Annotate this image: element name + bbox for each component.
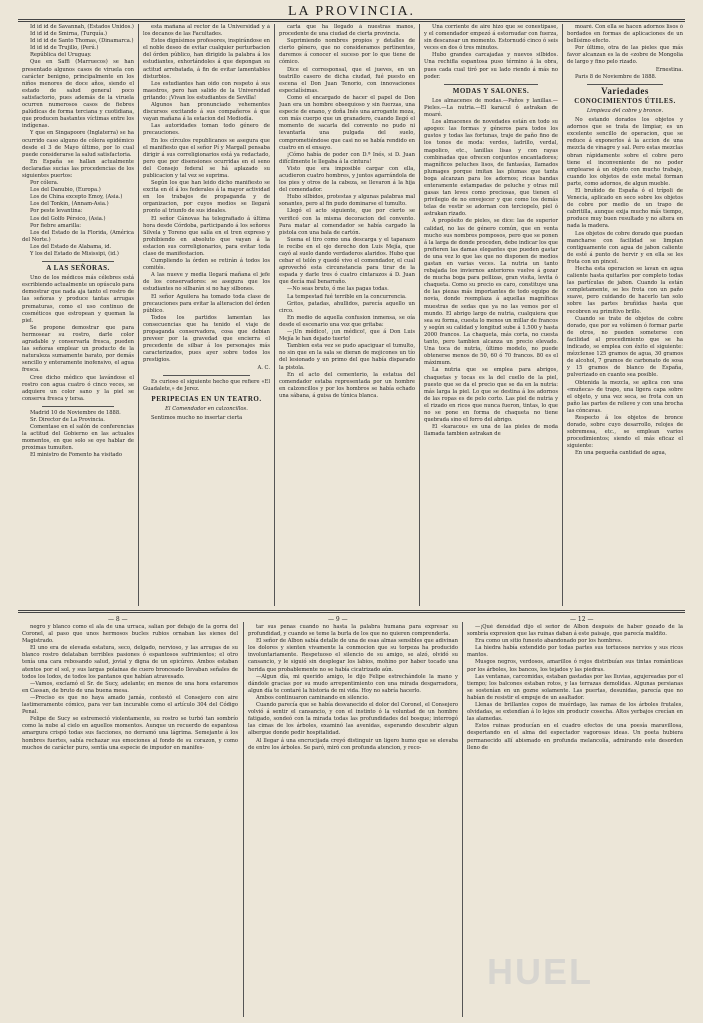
paragraph: Cumpliendo la órden se retirán á todos los comités.	[143, 258, 270, 272]
paragraph: Felipe de Sucy se estremeció violentamente, su rostro se turbó tan sombrío como la nube al cielo en aquellos momentos. Aunque un recuerdo de espantosa amargura crispó todas sus facciones, no derramó una lágrima. Semejante á los hombres fuertes, sabía rechazar sus emociones al fondo de su corazon, y como muchos de carácter puro, sentía una especie de impudor en manifes-	[22, 716, 238, 751]
paragraph: Los objetos de cobre dorado que puedan mancharse con facilidad se limpian contiguamente con agua de jabon caliente de esté á punto de hervir y en ella se les frota con un pincel.	[567, 230, 683, 265]
paragraph: Los estudiantes han oido con respeto á sus maestros, pero han salido de la Universidad gritando: ¡Vivan los estudiantes de Sevilla!	[143, 80, 270, 101]
feuilleton-rule	[18, 610, 685, 611]
paragraph: Id id id de Santo Thomas, (Dinamarca.)	[30, 38, 134, 45]
paragraph: El uno era de elevada estatura, seco, delgado, nervioso, y las arrugas de su blanco rostro delataban terribles pasiones ó espantosos sufrimientos; el otro tenía una cara rebosando salud, jovial y digna de un epicúreo. Ambos estaban atentos por el sol, y sus largas polainas de cuero bronceado llevaban señales de todos los lodos, de todos los pantanos que habían atravesado.	[22, 645, 238, 680]
paragraph: Las autoridades toman todo género de precauciones.	[143, 123, 270, 137]
paragraph: Es curioso el siguiente hecho que refiere «El Guadalete,» de Jerez.	[143, 378, 270, 392]
feuilleton-column-1	[22, 624, 238, 1018]
paragraph: Como el encargado de hacer el papel de Don Juan era un hombre obsequioso y sin fuerzas, una especie de enano, y doña Inés una arrogante moza, con más cuerpo que un granadero, cuando llegó el momento de sacarla del convento no pudo ni levantarla una pulgada del suelo, comprometiéndose que casi no se había rendido en cuatro en el ensayo.	[279, 94, 415, 151]
section-heading: MODAS Y SALONES.	[452, 86, 530, 95]
paragraph: Hubo silbidos, protestas y algunas palabras mal sonantes, pero al fin pudo dominarse el tumulto.	[279, 194, 415, 208]
feuilleton-rule-2	[18, 612, 685, 613]
paragraph: El señor Aguilera ha tomado toda clase de precauciones para evitar la alteracion del órden público.	[143, 293, 270, 314]
dateline: Madrid 10 de Noviembre de 1888.	[30, 409, 121, 416]
paragraph: —Algun día, mi querido amigo, le dijo Felipe estrechándole la mano y dándole gracias por su mudo arrepentimiento con una mirada desgarradora, algun día te contaré la historia de mi vida. Hoy no sabría hacerlo.	[248, 673, 458, 694]
column-rule	[138, 24, 139, 606]
paragraph: —Preciso es que no haya amado jamás, contestó el Consejero con aire lastimeramente cómico, para ver tan incurable como el artículo 304 del Código Penal.	[22, 694, 238, 716]
section-divider	[444, 84, 538, 85]
section-divider	[587, 84, 663, 85]
masthead	[0, 0, 703, 18]
paragraph: En los círculos republicanos se asegura que el manifiesto que el señor Pí y Margall pensaba dirigir á sus correligionarios está ya redactado, pero que por disensiones ocurridas en el seno del Consejo federal se há aplazado su publicacion y tal vez se suprima.	[143, 137, 270, 179]
paragraph: Algunos han pronunciado vehementes discursos excitando á sus compañeros á que vayan mañana á la estacion del Mediodía.	[143, 102, 270, 123]
paragraph: Todos los partidos lamentan las consecuencias que ha tenido el viaje de propaganda conservadora, cosa que debian preveer por la gravedad que encierra el precedente de silbar á los personajes más caracterizados, pues ayer sobre todos los prestigios.	[143, 314, 270, 364]
paragraph: carta que ha llegado á nuestras manos, procedente de una ciudad de cierta provincia.	[279, 24, 415, 38]
paragraph: Por peste levantina:	[30, 208, 83, 215]
paragraph: —¡Un médico!, ¡un médico!, que á Don Luis Mejía le han dejado tuerto!	[279, 329, 415, 343]
paragraph: Respecto á los objetos de bronce dorado, sobre cuyo desarrollo, relojes de sobremesa, etc., se emplean varios procedimientos; siendo el más eficaz el siguiente:	[567, 414, 683, 450]
paragraph: El señor Cánovas ha telegrafiado á última hora desde Córdoba, participando á los señores Silvela y Toreno que salía en el tren expreso y prohibiendo en absoluto que vayan á la estacion sus correligionarios, para evitar toda clase de manifestacion.	[143, 215, 270, 257]
paragraph: República del Uruguay.	[30, 52, 92, 59]
paragraph: La tempestad fué terrible en la concurrencia.	[287, 293, 407, 300]
column-5	[567, 24, 683, 604]
library-watermark: HUEL	[487, 951, 593, 992]
paragraph: moaré. Con ella se hacen adornos lisos ó bordados en formas de aplicaciones de un bellísimo efecto.	[567, 24, 683, 45]
section-divider	[42, 406, 114, 407]
paragraph: La hiedra había extendido por todas partes sus tortuosos nervios y sus ricos mantos.	[467, 645, 683, 659]
paragraph: ¡Cómo había de poder con D.ª Inés, si D. Juan difícilmente le llegaba á la cintura!	[279, 151, 415, 165]
paragraph: Llenas de brillantes copos de muérdago, las ramas de los árboles frutales, olvidadas, se extendían á lo lejos sin producir cosecha. Altos yerbajos crecían en las alamedas.	[467, 702, 683, 723]
column-rule	[562, 24, 563, 606]
paragraph: Cuando se trate de objetos de cobre dorado, que por su volúmen ó formar parte de otros, no pueden someterse con facilidad al procedimiento que se ha indicado, se emplea con éxito el siguiente: mézclense 125 gramos de agua, 30 gramos de alcohol, 7 gramos de carbonato de sosa y 15 gramos de blanco de España, pulverizado en cuanto sea posible.	[567, 315, 683, 379]
column-3	[279, 24, 415, 604]
column-2	[143, 24, 270, 604]
paragraph: Visto que era imposible cargar con ella, acudieron cuatro hombres, y juntos agarrándola de los pies y otros de la cabeza, se llevaron á la hija del comendador.	[279, 165, 415, 194]
paragraph: Que en Saffi (Marruecos) se han presentado algunos casos de viruela con carácter benigno, principalmente en los niños menores de doce años, siendo el estado de salud general poco satisfactorio, pues además de la viruela ocurren numerosos casos de fiebres palúdicas de forma terciana y cuotidiana, que producen bastantes víctimas entre los indígenas.	[22, 59, 134, 130]
paragraph: El bruñido de España ó el trípoli de Venecia, aplicado en seco sobre los objetos de cobre por medio de un trapo de cabritilla, aunque exija mucho más tiempo, produce muy buen resultado y no altera en nada la madera.	[567, 187, 683, 230]
paragraph: La nutria que se emplea para abrigos, chaquetas y tocas es la del cuello de la piel, puesto que se da el precio que se da en la nutria: más larga la piel. Lo que se destina á los adornos de las ropas es de pelo corto. Las piel de nutria y el rizado en ricos que nunca fueron, tintas, lo que no se pone en forma de chaqueta no tiene quebrada sino el forro del abrigo.	[424, 367, 558, 424]
paragraph: Los del Golfo Pérsico, (Asia.)	[30, 215, 106, 222]
paragraph: Cuando parecía que se había desvanecido el dolor del Coronel, el Consejero volvió á sentir el cansancio, y con el instinto ó la voluntad de un hombre fatigado, sondeó con la mirada todas las profundidades del bosque; interrogó las cimas de los árboles, examinó las avenidas, esperando descubrir algun albergue donde pedir hospitalidad.	[248, 702, 458, 737]
paragraph: El señor de Albon sabía detalle de una de esas almas sensibles que adivinan los dolores y sienten vivamente la conmocion que su torpeza ha producido involuntariamente. Respetuoso el silencio de su amigo, se alzó, olvidó su cansancio, y le siguió sin desplegar los labios, mohino por haber tocado una herida que probablemente no se había cicatrizado aún.	[248, 638, 458, 673]
paragraph: —Vamos, exclamó el Sr. de Sucy, adelante; en menos de una hora estaremos en Cassan, de bruto de una buena mesa.	[22, 680, 238, 694]
page-number: — 8 —	[108, 616, 128, 623]
paragraph: En una pequeña cantidad de agua,	[575, 450, 667, 457]
section-subheading: CONOCIMIENTOS ÚTILES.	[574, 96, 676, 105]
paragraph: Se propone demostrar que para hermosear su rostro, darle color agradable y conservarla fresca, pueden las señoras emplear un producto de la naturaleza sumamente barato, por demás sencillo y enteramente inofensivo, el agua fresca.	[22, 324, 134, 374]
paragraph: tar sus penas cuando no hasta la palabra humana para expresar su profundidad, y cuando se teme la burla de los que no quieren comprenderla.	[248, 624, 458, 638]
paragraph: Una corriente de aire hizo que se conestipase, y el comendador empezó á estornudar con fuerza, sin descansar un momento. Estornudó cinco ó seis veces en dos ó tres minutos.	[424, 24, 558, 52]
section-divider	[42, 261, 114, 262]
paragraph: Obtenida la mezcla, se aplica con una «muñeca» de trapo, una ligera capa sobre el objeto, y una vez seca, se frota con un paño las partes de relieve y con una brocha las cóncavas.	[567, 379, 683, 414]
paragraph: Las ventanas, carcomidas, estaban gastadas por las lluvias, agujereadas por el tiempo; los balcones estaban rotos, y las terrazas demolidas. Algunas persianas se sostenían en un gozne solamente. Las puertas, desunidas, parecía que no habían de resistir el empuje de un asaltador.	[467, 673, 683, 701]
dateline: Paris 8 de Noviembre de 1888.	[575, 73, 657, 80]
paragraph: En medio de aquella confusion inmensa, se oía desde el escenario una voz que gritaba:	[279, 314, 415, 328]
paragraph: Por último, otra de las pieles que más favor alcanzan es la de «zobre de Mongolia de largo y fino pelo rizado.	[567, 45, 683, 66]
paragraph: Los de China excepto Emoy, (Asia.)	[30, 194, 123, 201]
paragraph: Tambien esta vez se pudo apaciguar el tumulto, no sin que en la sala se dieran de mojicones un tío del lesionado y un primo del que había disparado la pistola.	[279, 343, 415, 371]
paragraph: Id id id de Smirna, (Turquía.)	[30, 31, 108, 38]
paragraph: Ambos continuaron caminando en silencio.	[256, 694, 370, 701]
paragraph: Comentase en el salón de conferencias la actitud del Gobierno en las actuales momentos, en que solo se oye hablar de proximas tumuiten.	[22, 424, 134, 452]
column-4	[424, 24, 558, 604]
paragraph: Suena el tiro como una descarga y el tapanazo le recibe en el ojo derecho don Luis Mejía, que cayó al suelo dando verdaderos alaridos. Hubo que cebar el telón y quedó vivo el comendador, el cual aprovechó esta circunstancia para tirar de la espada y darle tres ó cuatro cintarazos á D. Juan que decía mal benarraño.	[279, 236, 415, 286]
page-number: — 12 —	[570, 616, 594, 623]
paragraph: En España se hallan actualmente declaradas sucias las procedencias de los siguientes puertos:	[22, 158, 134, 179]
paragraph: —¡Qué densidad dijo el señor de Albon después de haber gozado de la sombría expresion que las ruinas daban á este paisaje, que parecía maldito.	[467, 624, 683, 638]
paragraph: Según los que han leido dicho manifiesto se excita en él á los federales á la mayor actividad en los trabajos de propaganda y de organizacion, por cuyos medios se llegará pronto al triunfo de sus ideales.	[143, 180, 270, 215]
paragraph: —No seas bruto, ó me las pagas todas.	[287, 286, 389, 293]
paragraph: Sr. Director de La Provincia.	[30, 416, 105, 423]
signature: Ernestina.	[655, 66, 683, 73]
paragraph: Los almacenes de modas.—Paños y lanillas.—Pieles.—La nutria.—El karacul ó astrakan de moaré.	[424, 97, 558, 119]
section-heading: A LAS SEÑORAS.	[46, 264, 110, 273]
column-1	[22, 24, 134, 604]
column-rule	[419, 24, 420, 606]
paragraph: Suprimiendo nombres propios y detalles de cierto género, que no consideramos pertinentes, daremos á conocer el suceso por lo que tiene de cómico.	[279, 38, 415, 66]
paragraph: Estos dignísimos profesores, inspirándose en el noble deseo de evitar cualquier perturbacion del órden público, han dirigido la palabra á los estudiantes, exhortándoles á que depongan su actitud arrebatada, á fin de evitar lamentables disturbios.	[143, 38, 270, 80]
section-subheading-2: Limpieza del cobre y bronce.	[586, 107, 664, 114]
paragraph: Los almacenes de novedades están en todo su apogeo: las formas y géneros para todos los gustos y todas las fortunas, traje de paño fino de los tonos de moda: verdes, ladrillo, verdal, mapolico, etc., lanillas lisas y con rayas combinadas que ofrecen conjuntos encantadores; magníficos peluches lisos, de fantasías, llamados plumages porque imitan las plumas que tanta boga alcanzan para los adornos; ricas bandas enteramente estampadas de peluche y otras mil gasas tan leves como preciosas, que tienen el privilegio de no envejecer y que como los demás telas de vestir se adornan con terciopelo, piel ó astrakan rizado.	[424, 119, 558, 218]
paragraph: Era como un sitio funesto abandonado por los hombres.	[475, 638, 623, 645]
paragraph: Hubo grandes carcajadas y nuevos silbidos. Una rechifla espantosa puso término á la obra, pues cada cual tiró por su lado riendo á más no poder.	[424, 52, 558, 80]
column-rule	[462, 622, 463, 1017]
paragraph: A propósito de pieles, se dice: las de superior calidad, no las de género común, que en venta mucho sus nombres pomposos, pero que se ponen á la larga de donde proceden, debe indicar los que prefieren las damas elegantes que pueden gastar de una vez lo que las que no disponen de medios gastan en varias veces. La nutria un tanto rebajada los inviernos anteriores vuelve á gozar de mucha boga para pellizas, gran visita, levita ó chaqueta. Como su precio es caro, constituye una de las piezas más importantes de todo equipo de novia, donde reemplaza á aquellas magníficas muestras de sedas que ya no las vemos por el mundo. El abrigo largo de nutria, cualquiera que sea su forma, cuesta lo menos un millar de francos y según su calidad y longitud sube á 1.500 y hasta 2000 francos. La chaqueta, más corta, no cuesta tanto, pero tambien alcanza un precio elevado. Una toca de nutria, último modelo, no puede obtenerse menos de 50, 60 ó 70 francos. 80 es el máximum.	[424, 218, 558, 367]
paragraph: Los del Danubio, (Europa.)	[30, 187, 101, 194]
section-divider	[163, 375, 250, 376]
paragraph: Uno de los médicos más célebres está escribiendo actualmente un opúsculo para demostrar que nada aja tanto el rostro de las señoras y produce tantas arrugas prematuras, como el uso continuo de cosméticos que estropean y queman la piel.	[22, 275, 134, 324]
paragraph: Dice el corresponsal, que el jueves, en un teatrillo casero de dicha ciudad, fué puesto en escena el Don Juan Tenorio, con innovaciones especialísimas.	[279, 66, 415, 94]
paragraph: Y que en Singapoore (Inglaterra) se ha ocurrido caso alguno de cólera epidémico desde el 3 de Mayo último, por lo cual puede considerarse la salud satisfactoria.	[22, 130, 134, 158]
paragraph: Musgos negros, verdosos, amarillos ó rojos distribuían sus tintas románticas por los árboles, los bancos, los tejados y las piedras.	[467, 659, 683, 673]
feuilleton-column-2	[248, 624, 458, 1018]
paragraph: esta mañana al rector de la Universidad y á los decanos de las Facultades.	[143, 24, 270, 38]
section-heading: PERIPECIAS EN UN TEATRO.	[151, 394, 262, 403]
paragraph: Id id id de Trujillo, (Perú.)	[30, 45, 99, 52]
paragraph: Los del Estado de la Florida, (América del Norte.)	[22, 229, 134, 243]
paragraph: Estos ruinas producían en el cuadro efectos de una poesía maravillosa, despertando en el alma del espectador vagorosas ideas. Un poeta hubiera permanecido allí abismado en profunda melancolía, admirando este desorden lleno de	[467, 723, 683, 751]
masthead-rule	[18, 19, 685, 20]
section-heading: Variedades	[601, 85, 649, 96]
paragraph: El ministro de Fomento ha visitado	[30, 452, 122, 459]
paragraph: Y los del Estado de Misissipi, (id.)	[30, 251, 119, 257]
paragraph: Id id id de Savannah, (Estados Unidos.)	[30, 24, 134, 30]
paragraph: Los del Tonkin, (Annam-Asia.)	[30, 201, 109, 208]
paragraph: A las nueve y media llegará mañana el jefe de los conservadores: se asegura que los estudiantes no silbarán si no hay silbones.	[143, 272, 270, 293]
paragraph: Sentimos mucho no insertar cierta	[151, 414, 243, 421]
newspaper-title: LA PROVINCIA.	[287, 4, 416, 19]
section-subheading: El Comendador en calzoncillos.	[165, 405, 248, 412]
paragraph: Al llegar á una encrucijada creyó distinguir un ligero humo que se elevaba de entre los árboles. Se paró, miró con profunda atencion, y reco-	[248, 737, 458, 751]
paragraph: El «karacou» es una de las pieles de moda llamada tambien astrakan de	[424, 424, 558, 438]
masthead-rule-2	[18, 21, 685, 22]
paragraph: Gritos, patadas, ahullidos, parecía aquello un circo.	[279, 300, 415, 314]
paragraph: No estando dorados los objetos y adornos que se trata de limpiar, es un excelente sencillo de operacion, que se reduce á exponerlos á la accion de una mezcla de vinagre y sal. Pero estas mezclas obran rápidamente sobre el cobre pero tiene el inconveniente de no poder emplearse á un objeto con mucho trabajo, cuando los objetos de este metal forman parte, como adornos, de algun mueble.	[567, 117, 683, 187]
paragraph: negro y blanco como el ala de una urraca, salían por debajo de la gorra del Coronel, al paso que unos hermosos bucles rubios ornaban las sienes del Magistrado.	[22, 624, 238, 645]
paragraph: Llegó el acto siguiente, que por cierto se verificó con la misma decoracion del convento. Para matar al comendador se había cargado la pistola con una bala de cartón.	[279, 208, 415, 236]
paragraph: Cree dicho médico que lavándose el rostro con agua cuatro ó cinco veces, se adquiere un color sano y la piel se conserva fresca y tersa.	[22, 374, 134, 402]
paragraph: En el acto del cementerio, la estatua del comendador estaba representada por un hombre en calzoncillos y por los hombros se había echado una sábana, á guisa de túnica blanca.	[279, 371, 415, 399]
signature: A. C.	[257, 364, 270, 371]
paragraph: Los del Estado de Alabama, id.	[30, 243, 112, 250]
page-number: — 9 —	[328, 616, 348, 623]
column-rule	[274, 24, 275, 606]
column-rule	[243, 622, 244, 1017]
paragraph: Por cólera.	[30, 180, 59, 187]
paragraph: Hecha esta operacion se lavan en agua caliente hasta quitarles por completo todas las partículas de jabon. Cuando la están completamente, se les frota con un paño suave, pero cuidando de hacerlo tan solo sobre las partes bruñidas hasta que recobren su primitivo brillo.	[567, 266, 683, 315]
paragraph: Por fiebre amarilla:	[30, 222, 81, 229]
